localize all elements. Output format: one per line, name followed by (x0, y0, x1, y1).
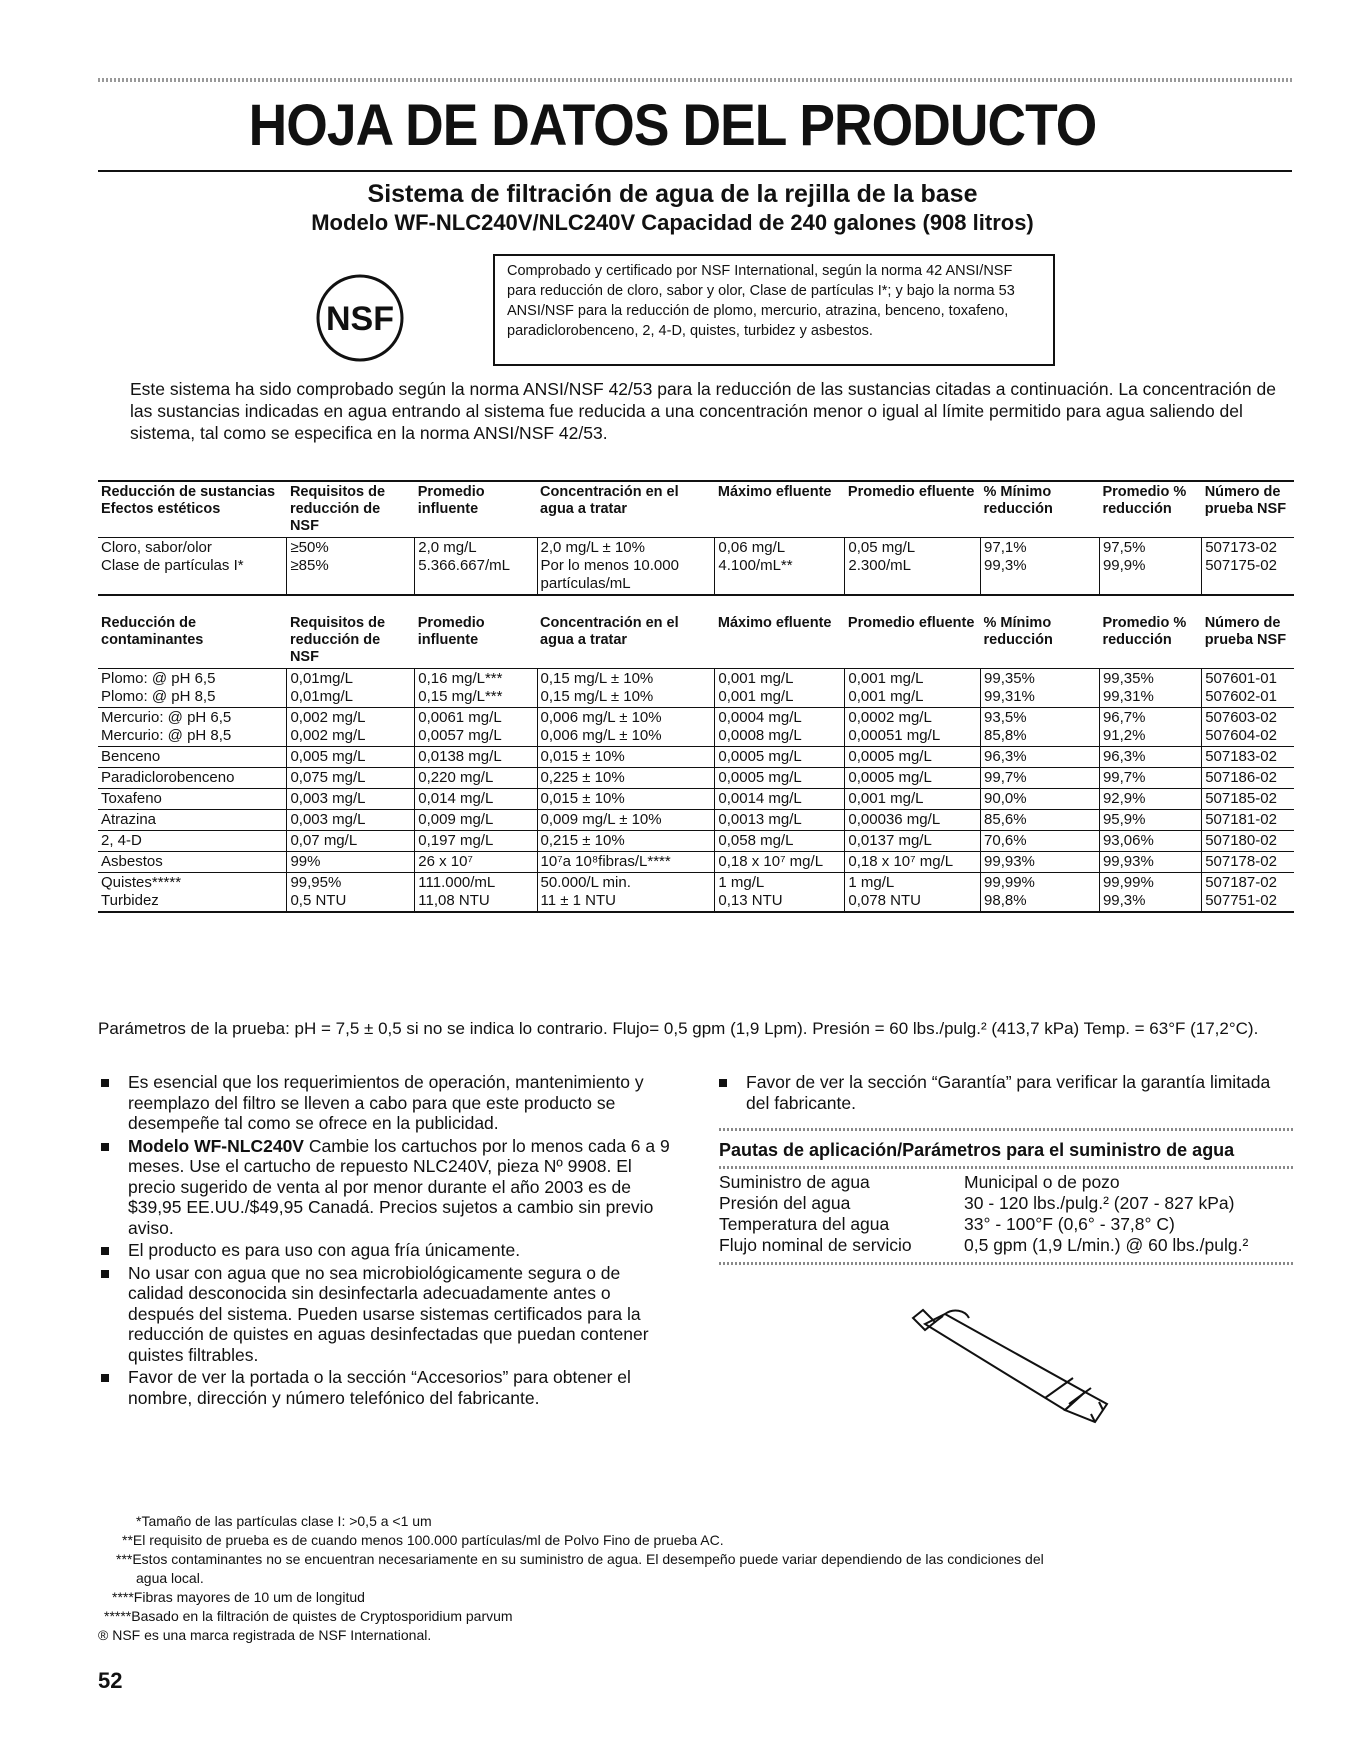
table-cell: 99% (287, 852, 415, 873)
table-cell: 507183-02 (1202, 747, 1294, 768)
param-label: Flujo nominal de servicio (719, 1235, 912, 1255)
table-cell: 0,075 mg/L (287, 768, 415, 789)
table-cell: 97,1% 99,3% (981, 538, 1100, 596)
table-cell: 96,3% (1099, 747, 1201, 768)
table-cell: 0,16 mg/L*** 0,15 mg/L*** (415, 669, 537, 708)
table-cell: 0,015 ± 10% (537, 789, 715, 810)
column-header: Reducción de sustancias Efectos estéticos (98, 481, 287, 538)
table-cell: 1 mg/L 0,078 NTU (845, 873, 981, 913)
table-cell: 507601-01 507602-01 (1202, 669, 1294, 708)
table-cell: 0,0005 mg/L (845, 768, 981, 789)
footnote: agua local. (136, 1570, 204, 1586)
table-row (719, 1235, 1294, 1256)
column-header: Máximo efluente (715, 481, 845, 538)
table-cell: 0,0137 mg/L (845, 831, 981, 852)
column-header: % Mínimo reducción (981, 481, 1100, 538)
footnote: *Tamaño de las partículas clase I: >0,5 a <1 um (136, 1513, 432, 1529)
table-cell: 99,35% 99,31% (1099, 669, 1201, 708)
application-guidelines-title: Pautas de aplicación/Parámetros para el suministro de agua (719, 1140, 1235, 1160)
column-header: % Mínimo reducción (981, 613, 1100, 669)
table-header-row (98, 481, 1294, 538)
table-cell: 93,06% (1099, 831, 1201, 852)
certification-box: Comprobado y certificado por NSF International, según la norma 42 ANSI/NSF para reducción de cloro, sabor y olor, Clase de partículas I*; y bajo la norma 53 ANSI/NSF para la reducción de plomo, mercurio, atrazina, benceno, toxafeno, paradiclorobenceno, 2, 4-D, quistes, turbidez y asbestos. (493, 254, 1055, 366)
table-cell: 0,014 mg/L (415, 789, 537, 810)
column-header: Máximo efluente (715, 613, 845, 669)
table-cell: 99,99% 98,8% (981, 873, 1100, 913)
table-cell: 0,225 ± 10% (537, 768, 715, 789)
footnote: ***Estos contaminantes no se encuentran necesariamente en su suministro de agua. El desempeño puede variar dependiendo de las condiciones del (116, 1551, 1044, 1567)
table-cell: Mercurio: @ pH 6,5 Mercurio: @ pH 8,5 (98, 708, 287, 747)
column-header: Requisitos de reducción de NSF (287, 481, 415, 538)
table-cell: 0,0004 mg/L 0,0008 mg/L (715, 708, 845, 747)
table-cell: 97,5% 99,9% (1099, 538, 1201, 596)
table-cell: 2,0 mg/L ± 10% Por lo menos 10.000 partículas/mL (537, 538, 715, 596)
table-cell: 0,18 x 10⁷ mg/L (715, 852, 845, 873)
aesthetic-effects-table (98, 480, 1294, 596)
table-cell: 0,003 mg/L (287, 789, 415, 810)
column-header: Concentración en el agua a tratar (537, 613, 715, 669)
list-item: Favor de ver la portada o la sección “Accesorios” para obtener el nombre, dirección y número telefónico del fabricante. (98, 1367, 678, 1408)
column-header: Requisitos de reducción de NSF (287, 613, 415, 669)
filter-cartridge-icon (895, 1300, 1125, 1430)
table-cell: 1 mg/L 0,13 NTU (715, 873, 845, 913)
table-cell: 50.000/L min. 11 ± 1 NTU (537, 873, 715, 913)
table-cell: 95,9% (1099, 810, 1201, 831)
table-cell: 96,7% 91,2% (1099, 708, 1201, 747)
table-cell: 507180-02 (1202, 831, 1294, 852)
table-cell: 2,0 mg/L 5.366.667/mL (415, 538, 537, 596)
table-cell: 0,18 x 10⁷ mg/L (845, 852, 981, 873)
nsf-logo-text: NSF (326, 300, 394, 338)
table-cell: 0,0005 mg/L (715, 747, 845, 768)
table-row (98, 747, 1294, 768)
table-cell: 0,003 mg/L (287, 810, 415, 831)
table-cell: 507173-02 507175-02 (1202, 538, 1294, 596)
column-header: Promedio influente (415, 613, 537, 669)
dotted-divider (719, 1128, 1294, 1131)
table-cell: Toxafeno (98, 789, 287, 810)
table-row (98, 538, 1294, 596)
table-cell: 0,01mg/L 0,01mg/L (287, 669, 415, 708)
param-value: 33° - 100°F (0,6° - 37,8° C) (964, 1214, 1175, 1234)
table-cell: 0,058 mg/L (715, 831, 845, 852)
application-parameters-table (719, 1172, 1294, 1256)
table-cell: 507603-02 507604-02 (1202, 708, 1294, 747)
table-cell: 99,93% (1099, 852, 1201, 873)
table-cell: 0,15 mg/L ± 10% 0,15 mg/L ± 10% (537, 669, 715, 708)
column-header: Concentración en el agua a tratar (537, 481, 715, 538)
table-row (719, 1193, 1294, 1214)
list-item (98, 1136, 678, 1239)
table-cell: 26 x 10⁷ (415, 852, 537, 873)
table-cell: 0,009 mg/L ± 10% (537, 810, 715, 831)
param-label: Temperatura del agua (719, 1214, 890, 1234)
page-title: HOJA DE DATOS DEL PRODUCTO (248, 93, 1097, 158)
model-line: Modelo WF-NLC240V/NLC240V Capacidad de 240 galones (908 litros) (311, 210, 1034, 235)
table-row (98, 789, 1294, 810)
table-cell: 2, 4-D (98, 831, 287, 852)
table-cell: Atrazina (98, 810, 287, 831)
table-row (98, 768, 1294, 789)
column-header: Promedio % reducción (1099, 613, 1201, 669)
table-cell: 70,6% (981, 831, 1100, 852)
table-row (98, 669, 1294, 708)
param-value: 30 - 120 lbs./pulg.² (207 - 827 kPa) (964, 1193, 1235, 1213)
test-parameters: Parámetros de la prueba: pH = 7,5 ± 0,5 si no se indica lo contrario. Flujo= 0,5 gpm (1,9 Lpm). Presión = 60 lbs./pulg.² (413,7 kPa) Temp. = 63°F (17,2°C). (98, 1019, 1259, 1038)
footnote: ****Fibras mayores de 10 um de longitud (112, 1589, 365, 1605)
table-cell: 85,6% (981, 810, 1100, 831)
table-cell: 0,002 mg/L 0,002 mg/L (287, 708, 415, 747)
table-cell: 0,0014 mg/L (715, 789, 845, 810)
title-rule (98, 170, 1292, 172)
table-cell: 0,00036 mg/L (845, 810, 981, 831)
table-cell: 507181-02 (1202, 810, 1294, 831)
column-header: Promedio influente (415, 481, 537, 538)
table-cell: 0,001 mg/L 0,001 mg/L (715, 669, 845, 708)
table-cell: Benceno (98, 747, 287, 768)
table-cell: 0,197 mg/L (415, 831, 537, 852)
table-row (719, 1172, 1294, 1193)
table-cell: 99,7% (981, 768, 1100, 789)
table-cell: 99,7% (1099, 768, 1201, 789)
nsf-logo-icon (314, 272, 406, 364)
param-value: 0,5 gpm (1,9 L/min.) @ 60 lbs./pulg.² (964, 1235, 1249, 1255)
table-cell: 0,0002 mg/L 0,00051 mg/L (845, 708, 981, 747)
product-subtitle: Sistema de filtración de agua de la rejilla de la base (367, 180, 978, 208)
table-cell: 0,015 ± 10% (537, 747, 715, 768)
table-row (98, 810, 1294, 831)
param-label: Suministro de agua (719, 1172, 870, 1192)
table-cell: Paradiclorobenceno (98, 768, 287, 789)
table-row (98, 708, 1294, 747)
table-cell: 0,0013 mg/L (715, 810, 845, 831)
table-row (719, 1214, 1294, 1235)
model-label: Modelo WF-NLC240V (128, 1135, 304, 1156)
contaminants-table (98, 613, 1294, 913)
table-cell: 0,001 mg/L 0,001 mg/L (845, 669, 981, 708)
table-cell: 0,06 mg/L 4.100/mL** (715, 538, 845, 596)
table-cell: 92,9% (1099, 789, 1201, 810)
table-cell: Cloro, sabor/olor Clase de partículas I* (98, 538, 287, 596)
table-cell: 507185-02 (1202, 789, 1294, 810)
table-header-row (98, 613, 1294, 669)
table-cell: 99,35% 99,31% (981, 669, 1100, 708)
footnotes (98, 1512, 1298, 1645)
table-cell: 0,009 mg/L (415, 810, 537, 831)
footnote: ® NSF es una marca registrada de NSF International. (98, 1627, 432, 1643)
table-cell: 507178-02 (1202, 852, 1294, 873)
table-cell: 0,0005 mg/L (845, 747, 981, 768)
column-header: Reducción de contaminantes (98, 613, 287, 669)
table-cell: 99,95% 0,5 NTU (287, 873, 415, 913)
list-item: Es esencial que los requerimientos de operación, mantenimiento y reemplazo del filtro se lleven a cabo para que este producto se desempeñe tal como se ofrece en la publicidad. (98, 1072, 678, 1134)
table-cell: 90,0% (981, 789, 1100, 810)
table-cell: 10⁷a 10⁸fibras/L**** (537, 852, 715, 873)
column-header: Número de prueba NSF (1202, 613, 1294, 669)
table-row (98, 852, 1294, 873)
column-header: Promedio % reducción (1099, 481, 1201, 538)
footnote: **El requisito de prueba es de cuando menos 100.000 partículas/ml de Polvo Fino de prueba AC. (122, 1532, 724, 1548)
table-cell: 507186-02 (1202, 768, 1294, 789)
footnote: *****Basado en la filtración de quistes de Cryptosporidium parvum (104, 1608, 513, 1624)
table-cell: 0,005 mg/L (287, 747, 415, 768)
table-cell: 0,001 mg/L (845, 789, 981, 810)
param-label: Presión del agua (719, 1193, 851, 1213)
table-cell: 0,215 ± 10% (537, 831, 715, 852)
intro-paragraph: Este sistema ha sido comprobado según la norma ANSI/NSF 42/53 para la reducción de las sustancias citadas a continuación. La concentración de las sustancias indicadas en agua entrando al sistema fue reducida a una concentración menor o igual al límite permitido para agua saliendo del sistema, tal como se especifica en la norma ANSI/NSF 42/53. (130, 379, 1276, 443)
table-cell: Plomo: @ pH 6,5 Plomo: @ pH 8,5 (98, 669, 287, 708)
usage-notes-list (98, 1072, 678, 1410)
table-row (98, 831, 1294, 852)
dotted-divider (719, 1166, 1294, 1169)
column-header: Número de prueba NSF (1202, 481, 1294, 538)
table-cell: 93,5% 85,8% (981, 708, 1100, 747)
table-row (98, 873, 1294, 913)
table-cell: 507187-02 507751-02 (1202, 873, 1294, 913)
table-cell: 0,05 mg/L 2.300/mL (845, 538, 981, 596)
table-cell: Asbestos (98, 852, 287, 873)
table-cell: 0,0005 mg/L (715, 768, 845, 789)
warranty-note: Favor de ver la sección “Garantía” para verificar la garantía limitada del fabricante. (716, 1072, 1296, 1113)
param-value: Municipal o de pozo (964, 1172, 1120, 1192)
table-cell: 0,0061 mg/L 0,0057 mg/L (415, 708, 537, 747)
table-cell: 96,3% (981, 747, 1100, 768)
table-cell: 0,07 mg/L (287, 831, 415, 852)
table-cell: 111.000/mL 11,08 NTU (415, 873, 537, 913)
page-number: 52 (98, 1668, 123, 1693)
list-item: El producto es para uso con agua fría únicamente. (98, 1240, 678, 1261)
table-cell: 0,220 mg/L (415, 768, 537, 789)
list-item: No usar con agua que no sea microbiológicamente segura o de calidad desconocida sin desinfectarla adecuadamente antes o después del sistema. Pueden usarse sistemas certificados para la reducción de quistes en aguas desinfectadas que puedan contener quistes filtrables. (98, 1263, 678, 1366)
column-header: Promedio efluente (845, 481, 981, 538)
table-cell: 99,99% 99,3% (1099, 873, 1201, 913)
dotted-divider (719, 1262, 1294, 1265)
table-cell: Quistes***** Turbidez (98, 873, 287, 913)
table-cell: 0,0138 mg/L (415, 747, 537, 768)
replacement-text: Cambie los cartuchos por lo menos cada 6 a 9 meses. Use el cartucho de repuesto NLC240V, pieza Nº 9908. El precio sugerido de venta al por menor durante el año 2003 es de $39,95 EE.UU./$49,95 Canadá. Precios sujetos a cambio sin previo aviso. (128, 1135, 670, 1238)
table-cell: 0,006 mg/L ± 10% 0,006 mg/L ± 10% (537, 708, 715, 747)
table-cell: 99,93% (981, 852, 1100, 873)
top-dotted-rule (98, 78, 1292, 82)
column-header: Promedio efluente (845, 613, 981, 669)
table-cell: ≥50% ≥85% (287, 538, 415, 596)
